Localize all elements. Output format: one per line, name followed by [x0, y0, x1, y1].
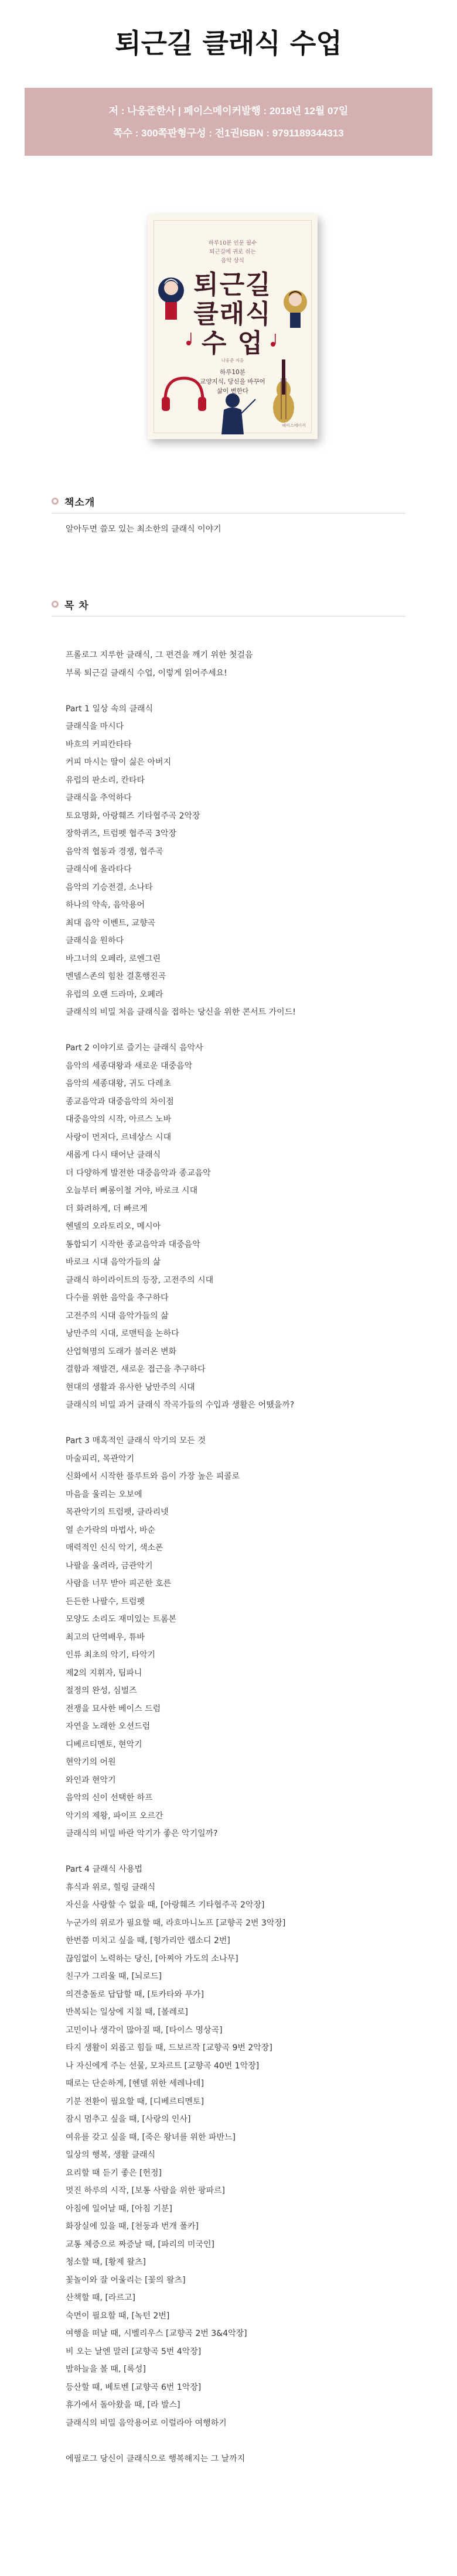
- toc-item: 낭만주의 시대, 로맨틱을 논하다: [66, 1329, 179, 1338]
- toc-item: 잠시 멈추고 싶을 때, [사랑의 인사]: [66, 2115, 191, 2124]
- book-info-line-isbn: 쪽수 : 300쪽판형구성 : 전1권ISBN : 9791189344313: [113, 128, 344, 139]
- toc-item: 새롭게 다시 태어난 클래식: [66, 1150, 161, 1160]
- toc-item: 다수를 위한 음악을 추구하다: [66, 1293, 169, 1303]
- cover-subtitle: 하루10분 교양지식, 당신을 바꾸어 삶이 변한다: [200, 369, 265, 395]
- toc-item: 대중음악의 시작, 아르스 노바: [66, 1115, 172, 1124]
- toc-item: 유럽의 오랜 드라마, 오페라: [66, 989, 163, 999]
- toc-item: Part 1 일상 속의 클래식: [66, 704, 154, 714]
- toc-item: 여행을 떠날 때, 시벨리우스 [교향곡 2번 3&4악장]: [66, 2329, 247, 2338]
- toc-item: 음악의 기승전결, 소나타: [66, 882, 153, 892]
- toc-item: 클래식의 비밀 바란 악기가 좋은 악기일까?: [66, 1829, 218, 1838]
- toc-item: 음악적 협동과 경쟁, 협주곡: [66, 847, 163, 857]
- toc-item: 등산할 때, 베토벤 [교향곡 6번 1악장]: [66, 2382, 202, 2392]
- toc-item: 현악기의 어원: [66, 1758, 116, 1767]
- toc-item: 더 화려하게, 더 빠르게: [66, 1204, 148, 1214]
- toc-item: 나팔을 울려라, 금관악기: [66, 1561, 153, 1571]
- toc-item: 제2의 지휘자, 팀파니: [66, 1668, 142, 1678]
- toc-item: 클래식 하이라이트의 등장, 고전주의 시대: [66, 1275, 214, 1285]
- toc-item: 산업혁명의 도래가 불러온 변화: [66, 1347, 177, 1356]
- toc-item: 토요명화, 아랑훼즈 기타협주곡 2악장: [66, 811, 200, 821]
- toc-item: 신화에서 시작한 플루트와 음이 가장 높은 피콜로: [66, 1472, 240, 1481]
- toc-item: 최대 음악 이벤트, 교향곡: [66, 918, 156, 928]
- book-info-bar: [25, 88, 432, 156]
- toc-section-label: 목 차: [64, 600, 89, 612]
- toc-item: 마음을 울리는 오보에: [66, 1489, 142, 1499]
- table-of-contents: [66, 646, 296, 2468]
- toc-item: 모양도 소리도 재미있는 트롬본: [66, 1615, 177, 1624]
- book-info-line-author: 저 : 나웅준한사 | 페이스메이커발행 : 2018년 12월 07일: [108, 105, 349, 117]
- toc-item: 고전주의 시대 음악가들의 삶: [66, 1311, 169, 1321]
- toc-item: 클래식의 비밀 처음 클래식을 접하는 당신을 위한 콘서트 가이드!: [66, 1008, 296, 1017]
- toc-item: 꽃놀이와 잘 어울리는 [꽃의 왈츠]: [66, 2275, 186, 2285]
- toc-item: 인류 최초의 악기, 타악기: [66, 1650, 156, 1660]
- toc-item: 현대의 생활과 유사한 낭만주의 시대: [66, 1382, 195, 1392]
- toc-item: 목관악기의 트럼펫, 클라리넷: [66, 1508, 169, 1517]
- toc-item: 부록 퇴근길 클래식 수업, 이렇게 읽어주세요!: [66, 668, 227, 678]
- toc-item: 반복되는 일상에 지칠 때, [볼레로]: [66, 2008, 188, 2017]
- cover-author: 나웅준 지음: [221, 358, 244, 363]
- toc-item: 멋진 하루의 시작, [보통 사람을 위한 팡파르]: [66, 2186, 225, 2195]
- toc-item: 음악의 신이 선택한 하프: [66, 1793, 153, 1803]
- toc-item: 휴식과 위로, 힐링 클래식: [66, 1882, 156, 1892]
- toc-item: 청소할 때, [황제 왈츠]: [66, 2258, 146, 2267]
- circle-bullet-icon: [52, 601, 59, 608]
- toc-spacer: [66, 1414, 296, 1433]
- toc-item: 전쟁을 묘사한 베이스 드럼: [66, 1704, 161, 1714]
- toc-item: 사람을 너무 받아 피곤한 호른: [66, 1579, 172, 1588]
- toc-item: Part 2 이야기로 즐기는 클래식 음악사: [66, 1043, 203, 1053]
- toc-item: Part 3 매혹적인 클래식 악기의 모든 것: [66, 1436, 206, 1445]
- toc-item: 클래식을 마시다: [66, 722, 124, 731]
- toc-item: 최고의 단역배우, 튜바: [66, 1632, 145, 1642]
- summary-text: 알아두면 쓸모 있는 최소한의 클래식 이야기: [66, 525, 221, 534]
- toc-item: 클래식의 비밀 음악용어로 이럴라아 여행하기: [66, 2418, 227, 2428]
- toc-item: 유럽의 판소리, 칸타타: [66, 775, 145, 785]
- toc-spacer: [66, 1022, 296, 1040]
- toc-item: 고민이나 생각이 많아질 때, [타이스 명상곡]: [66, 2025, 223, 2035]
- toc-item: 클래식을 원하다: [66, 936, 124, 946]
- toc-item: 교통 체증으로 짜증날 때, [파리의 미국인]: [66, 2239, 215, 2249]
- toc-item: 아침에 일어날 때, [아침 기분]: [66, 2204, 172, 2214]
- cover-title: 퇴근길 클래식 수 업: [193, 270, 272, 358]
- toc-item: 장학퀴즈, 트럼펫 협주곡 3악장: [66, 829, 176, 838]
- page-title: 퇴근길 클래식 수업: [115, 28, 342, 59]
- toc-item: 밤하늘을 볼 때, [록성]: [66, 2365, 146, 2374]
- toc-item: 음악의 세종대왕과 새로운 대중음악: [66, 1061, 193, 1071]
- cover-publisher: 페이스메이커: [282, 423, 306, 428]
- toc-item: 디베르티멘토, 현악기: [66, 1739, 142, 1749]
- toc-item: 한번쯤 미치고 싶을 때, [헝가리안 랩소디 2번]: [66, 1936, 230, 1945]
- book-cover-image: [148, 214, 318, 439]
- toc-item: 때로는 단순하게, [헨델 위한 세레나데]: [66, 2079, 204, 2088]
- toc-item: 와인과 현악기: [66, 1775, 116, 1785]
- toc-item: 클래식의 비밀 과거 클래식 작곡가들의 수입과 생활은 어땠을까?: [66, 1400, 295, 1410]
- summary-section-label: 책소개: [64, 496, 96, 509]
- toc-item: 휴가에서 돌아왔을 때, [라 발스]: [66, 2400, 180, 2410]
- toc-item: 화장실에 있을 때, [천둥과 번개 폴카]: [66, 2222, 199, 2231]
- toc-item: 바로크 시대 음악가들의 삶: [66, 1258, 161, 1267]
- toc-item: 열 손가락의 마법사, 바순: [66, 1525, 156, 1535]
- toc-item: 숙면이 필요할 때, [녹턴 2번]: [66, 2311, 170, 2321]
- toc-item: 타지 생활이 외롭고 힘들 때, 드보르작 [교향곡 9번 2악장]: [66, 2043, 272, 2053]
- cover-conductor-icon: [221, 393, 255, 434]
- toc-item: 에필로그 당신이 클래식으로 행복해지는 그 날까지: [66, 2454, 245, 2464]
- toc-spacer: [66, 2432, 296, 2450]
- toc-item: 헨델의 오라토리오, 메시아: [66, 1222, 161, 1231]
- circle-bullet-icon: [52, 498, 59, 505]
- toc-item: 의견충돌로 답답할 때, [토카타와 푸가]: [66, 1989, 204, 1999]
- toc-item: 클래식에 올라타다: [66, 865, 132, 874]
- toc-item: 여유를 갖고 싶을 때, [죽은 왕녀를 위한 파반느]: [66, 2132, 236, 2142]
- toc-item: 친구가 그리울 때, [뇌로드]: [66, 1972, 162, 1981]
- toc-item: 결함과 재발견, 새로운 접근을 추구하다: [66, 1365, 206, 1374]
- toc-item: 매력적인 신식 악기, 색소폰: [66, 1543, 163, 1553]
- toc-item: 끊임없이 노력하는 당신, [아찌아 가도의 소나무]: [66, 1954, 238, 1964]
- toc-item: 요리할 때 듣기 좋은 [헌정]: [66, 2168, 162, 2178]
- toc-item: 바흐의 커피칸타타: [66, 739, 132, 749]
- toc-item: 산책할 때, [라르고]: [66, 2293, 135, 2303]
- toc-spacer: [66, 1843, 296, 1861]
- toc-item: 오늘부터 뻐롱이철 거야, 바로크 시대: [66, 1186, 198, 1195]
- toc-item: 누군가의 위로가 필요할 때, 라흐마니노프 [교향곡 2번 3악장]: [66, 1918, 286, 1928]
- toc-item: 프롤로그 지루한 클래식, 그 편견을 깨기 위한 첫걸음: [66, 650, 253, 660]
- toc-item: 커피 마시는 딸이 싫은 아버지: [66, 758, 172, 767]
- toc-item: 종교음악과 대중음악의 차이점: [66, 1097, 174, 1107]
- toc-item: 바그너의 오페라, 로엔그린: [66, 954, 161, 964]
- toc-section-header: [52, 597, 89, 611]
- toc-item: 기분 전환이 필요할 때, [디베르티멘토]: [66, 2097, 204, 2106]
- toc-item: 악기의 제왕, 파이프 오르간: [66, 1811, 163, 1821]
- toc-item: 자연을 노래한 오션드럼: [66, 1722, 151, 1731]
- toc-item: 비 오는 날엔 말러 [교향곡 5번 4악장]: [66, 2347, 202, 2356]
- toc-item: 든든한 나팔수, 트럼펫: [66, 1597, 145, 1606]
- toc-item: 자신을 사랑할 수 없을 때, [아랑훼즈 기타협주곡 2악장]: [66, 1900, 265, 1910]
- toc-item: 마술피리, 목관악기: [66, 1454, 135, 1464]
- toc-item: 나 자신에게 주는 선물, 모차르트 [교향곡 40번 1악장]: [66, 2061, 260, 2071]
- toc-item: 통합되기 시작한 종교음악과 대중음악: [66, 1239, 200, 1249]
- toc-item: 하나의 약속, 음악용어: [66, 900, 145, 910]
- toc-item: 더 다양하게 발전한 대중음악과 종교음악: [66, 1168, 211, 1178]
- toc-item: 일상의 행복, 생활 클래식: [66, 2150, 156, 2160]
- toc-item: 멘델스존의 힘찬 결혼행진곡: [66, 972, 166, 981]
- cover-tagline: 하루10분 인문 필수 퇴근길에 귀로 쉬는 음악 상식: [208, 240, 257, 264]
- summary-section-header: [52, 494, 95, 508]
- toc-item: 음악의 세종대왕, 귀도 다레초: [66, 1079, 172, 1088]
- toc-item: 사랑이 먼저다, 르네상스 시대: [66, 1132, 172, 1142]
- toc-item: 클래식을 추억하다: [66, 793, 132, 803]
- toc-item: Part 4 클래식 사용법: [66, 1865, 143, 1874]
- toc-item: 절정의 완성, 심벌즈: [66, 1686, 137, 1695]
- toc-spacer: [66, 682, 296, 700]
